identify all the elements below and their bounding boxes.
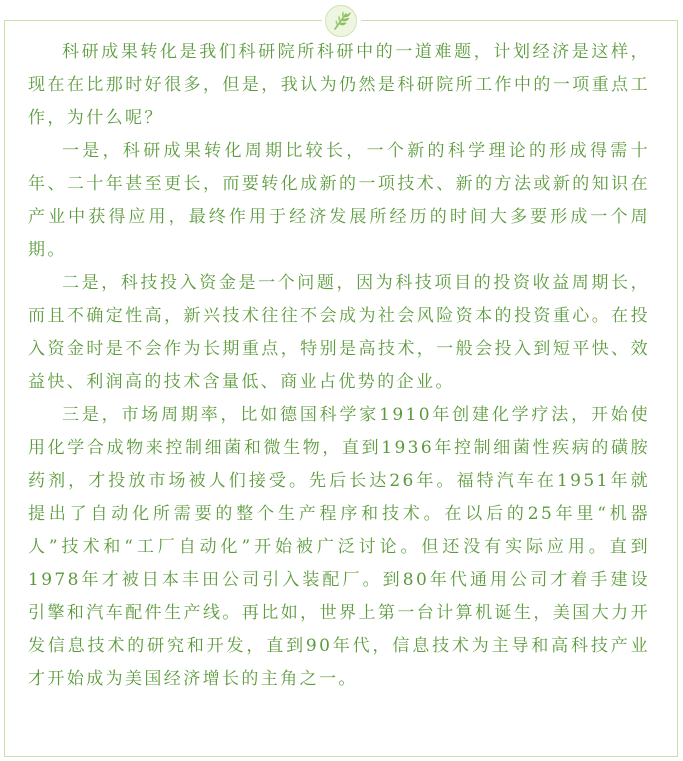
frame-top-line-right [361, 20, 678, 21]
paragraph-point-three: 三是，市场周期率，比如德国科学家1910年创建化学疗法，开始使用化学合成物来控制细菌和微生物，直到1936年控制细菌性疾病的磺胺药剂，才投放市场被人们接受。先后长达26年。福特汽车在1951年就提出了自动化所需要的整个生产程序和技术。在以后的25年里“机器人”技术和“工厂自动化”开始被广泛讨论。但还没有实际应用。直到1978年才被日本丰田公司引入装配厂。到80年代通用公司才着手建设引擎和汽车配件生产线。再比如，世界上第一台计算机诞生，美国大力开发信息技术的研究和开发，直到90年代，信息技术为主导和高科技产业才开始成为美国经济增长的主角之一。 [28, 405, 650, 689]
article-body [28, 36, 650, 696]
paragraph-point-one: 一是，科研成果转化周期比较长，一个新的科学理论的形成得需十年、二十年甚至更长，而要转化成新的一项技术、新的方法或新的知识在产业中获得应用，最终作用于经济发展所经历的时间大多要形成一个周期。 [28, 141, 650, 260]
paragraph-intro: 科研成果转化是我们科研院所科研中的一道难题，计划经济是这样，现在在比那时好很多，但是，我认为仍然是科研院所工作中的一项重点工作，为什么呢？ [28, 42, 650, 128]
paragraph-point-two: 二是，科技投入资金是一个问题，因为科技项目的投资收益周期长，而且不确定性高，新兴技术往往不会成为社会风险资本的投资重心。在投入资金时是不会作为长期重点，特别是高技术，一般会投入到短平快、效益快、利润高的技术含量低、商业占优势的企业。 [28, 273, 650, 392]
leaf-badge [325, 5, 357, 37]
frame-top-line-left [4, 20, 322, 21]
leaf-icon [326, 6, 356, 36]
